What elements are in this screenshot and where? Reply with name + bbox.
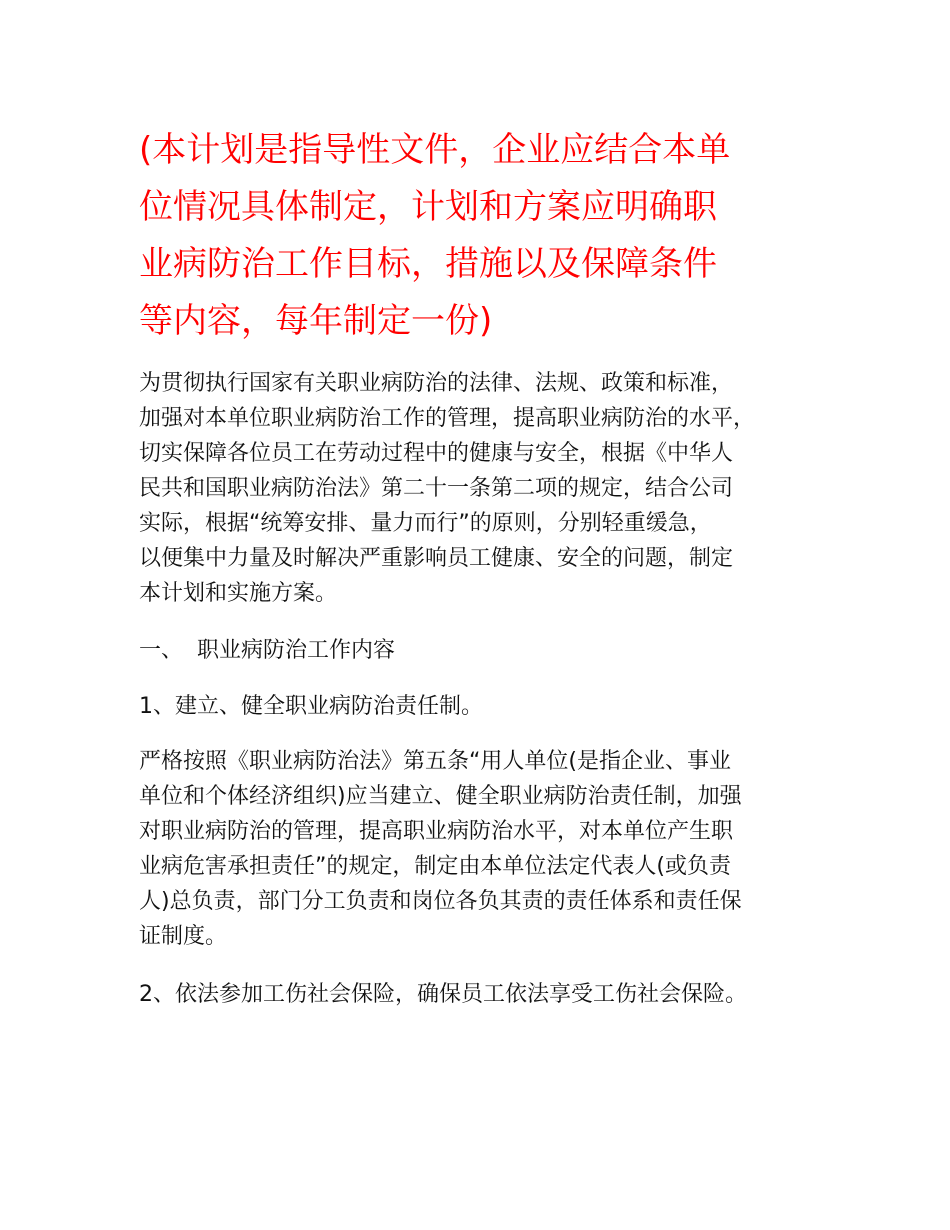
section-heading-1 — [139, 633, 819, 668]
item1-line: 证制度。 — [139, 924, 228, 949]
item1-line: 人)总负责，部门分工负责和岗位各负其责的责任体系和责任保 — [139, 889, 742, 914]
intro-line: 民共和国职业病防治法》第二十一条第二项的规定，结合公司 — [139, 476, 734, 501]
section-number: 一、 — [139, 638, 184, 663]
intro-line: 实际，根据“统筹安排、量力而行”的原则，分别轻重缓急， — [139, 511, 712, 536]
intro-line: 为贯彻执行国家有关职业病防治的法律、法规、政策和标准， — [139, 371, 734, 396]
title-line: 业病防治工作目标，措施以及保障条件 — [139, 244, 717, 284]
intro-line: 以便集中力量及时解决严重影响员工健康、安全的问题，制定 — [139, 546, 734, 571]
title-line: 等内容，每年制定一份) — [139, 301, 493, 341]
intro-line: 切实保障各位员工在劳动过程中的健康与安全，根据《中华人 — [139, 441, 734, 466]
item-heading-2: 2、依法参加工伤社会保险，确保员工依法享受工伤社会保险。 — [139, 982, 747, 1007]
item1-paragraph — [139, 744, 819, 954]
item1-line: 单位和个体经济组织)应当建立、健全职业病防治责任制，加强 — [139, 784, 742, 809]
item1-line: 业病危害承担责任”的规定，制定由本单位法定代表人(或负责 — [139, 854, 731, 879]
title-line: (本计划是指导性文件，企业应结合本单 — [139, 130, 731, 170]
intro-paragraph — [139, 366, 819, 611]
intro-line: 本计划和实施方案。 — [139, 581, 338, 606]
title-line: 位情况具体制定，计划和方案应明确职 — [139, 187, 717, 227]
item-heading-1: 1、建立、健全职业病防治责任制。 — [139, 694, 483, 719]
intro-line: 加强对本单位职业病防治工作的管理，提高职业病防治的水平， — [139, 406, 756, 431]
item1-line: 严格按照《职业病防治法》第五条“用人单位(是指企业、事业 — [139, 749, 731, 774]
item1-line: 对职业病防治的管理，提高职业病防治水平，对本单位产生职 — [139, 819, 734, 844]
section-title: 职业病防治工作内容 — [197, 638, 396, 663]
document-title-note — [139, 122, 819, 350]
